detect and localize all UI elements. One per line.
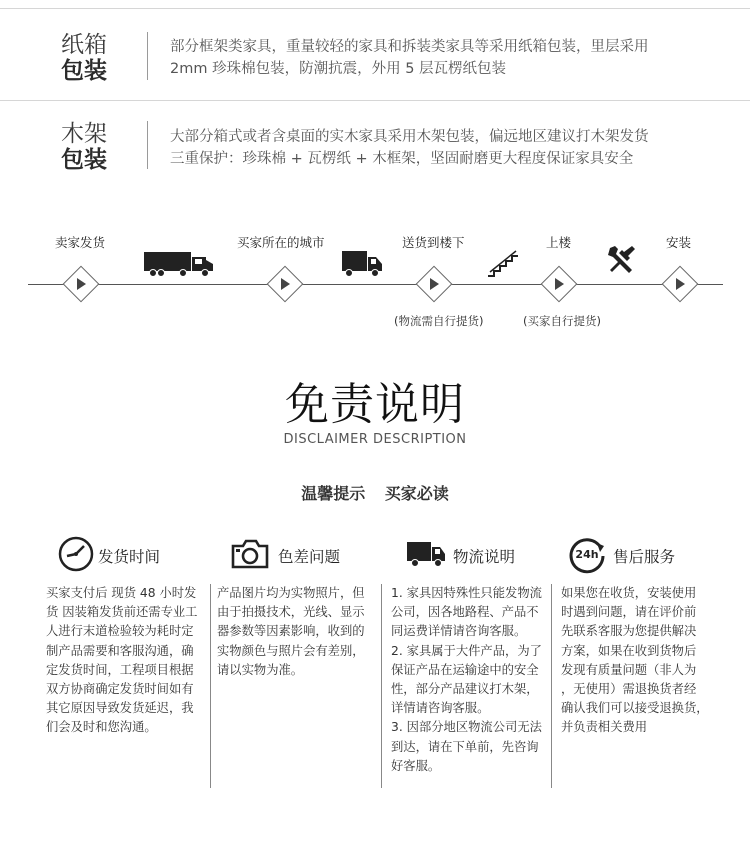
color-diff-title: 色差问题 [278, 548, 341, 566]
warm-tips: 温馨提示 买家必读 [301, 484, 449, 503]
step-label-buyer-city: 买家所在的城市 [237, 235, 325, 250]
list-item: 同运费详情请咨询客服。 [391, 624, 527, 639]
list-item: 产品图片均为实物照片，但 [217, 586, 365, 600]
note-buyer-pickup: (买家自行提货) [523, 314, 601, 328]
wood-desc-line1: 大部分箱式或者含桌面的实木家具采用木架包装，偏远地区建议打木架发货 [170, 129, 649, 145]
step-label-upstairs: 上楼 [546, 235, 572, 250]
delivery-truck-icon [341, 250, 383, 278]
wood-pack-desc [170, 126, 735, 170]
list-item: 1. 家具因特殊性只能发物流 [391, 586, 542, 600]
disclaimer-title: 免责说明 [285, 379, 465, 430]
list-item: 并负责相关费用 [561, 720, 648, 735]
timeline-line [28, 284, 723, 285]
column-divider [381, 584, 382, 788]
list-item: 确认我们可以接受退换货， [561, 701, 709, 716]
carton-desc-line2: 2mm 珍珠棉包装，防潮抗震，外用 5 层瓦楞纸包装 [170, 61, 507, 77]
play-diamond-icon [267, 266, 303, 302]
play-diamond-icon [541, 266, 577, 302]
list-item: 实物颜色与照片会有差别， [217, 643, 365, 658]
wood-pack-title [52, 121, 116, 173]
tools-icon [606, 244, 636, 274]
after-sales-header [567, 534, 717, 574]
list-item: 人进行末道检验较为耗时定 [46, 624, 194, 639]
list-item: 定发货时间，工程项目根据 [46, 662, 194, 677]
top-divider [0, 8, 750, 9]
list-item: ，无使用）需退换货者经 [561, 682, 697, 697]
list-item: 们会及时和您沟通。 [46, 720, 157, 735]
clock-icon [56, 534, 96, 574]
list-item: 请以实物为准。 [217, 662, 304, 677]
list-item: 2. 家具属于大件产品，为了 [391, 643, 542, 658]
mid-divider [0, 100, 750, 101]
shipping-time-text [46, 584, 206, 738]
color-diff-header [230, 534, 380, 574]
semi-truck-icon [143, 250, 215, 278]
wood-divider [147, 121, 148, 169]
step-label-seller-ship: 卖家发货 [55, 235, 106, 250]
list-item: 双方协商确定发货时间如有 [46, 682, 194, 697]
step-label-install: 安装 [666, 235, 692, 250]
carton-pack-title [52, 32, 116, 84]
note-logistics-pickup: (物流需自行提货) [394, 314, 484, 328]
list-item: 详情请咨询客服。 [391, 701, 490, 716]
disclaimer-subtitle: DISCLAIMER DESCRIPTION [283, 432, 467, 447]
carton-pack-desc [170, 36, 735, 80]
color-diff-text [217, 584, 377, 680]
list-item: 好客服。 [391, 758, 441, 773]
svg-text:24h: 24h [575, 548, 599, 561]
carton-divider [147, 32, 148, 80]
logistics-text [391, 584, 551, 776]
list-item: 到达，请在下单前，先咨询 [391, 739, 539, 754]
list-item: 其它原因导致发货延迟，我 [46, 701, 194, 716]
after-sales-title: 售后服务 [613, 548, 676, 566]
shipping-time-title: 发货时间 [98, 548, 161, 566]
after-sales-text [561, 584, 721, 738]
stairs-icon [487, 250, 519, 278]
wood-title-line1: 木架 [61, 121, 107, 147]
list-item: 方案，如果在收到货物后 [561, 643, 697, 658]
column-divider [210, 584, 211, 788]
list-item: 器参数等因素影响，收到的 [217, 624, 365, 639]
list-item: 3. 因部分地区物流公司无法 [391, 720, 542, 735]
logistics-title: 物流说明 [453, 548, 516, 566]
play-diamond-icon [416, 266, 452, 302]
shipping-time-header [56, 534, 206, 574]
list-item: 先联系客服为您提供解决 [561, 624, 697, 639]
play-diamond-icon [662, 266, 698, 302]
column-divider [551, 584, 552, 788]
list-item: 发现有质量问题（非人为 [561, 662, 697, 677]
logistics-header [403, 534, 553, 574]
play-diamond-icon [63, 266, 99, 302]
step-label-downstairs: 送货到楼下 [402, 235, 465, 250]
list-item: 保证产品在运输途中的安全 [391, 662, 539, 677]
truck-icon [403, 534, 449, 574]
wood-title-line2: 包装 [61, 147, 107, 173]
carton-desc-line1: 部分框架类家具，重量较轻的家具和拆装类家具等采用纸箱包装，里层采用 [170, 39, 649, 55]
wood-desc-line2: 三重保护：珍珠棉 + 瓦楞纸 + 木框架，坚固耐磨更大程度保证家具安全 [170, 151, 634, 167]
list-item: 制产品需要和客服沟通，确 [46, 643, 194, 658]
list-item: 时遇到问题，请在评价前 [561, 605, 697, 620]
list-item: 公司，因各地路程、产品不 [391, 605, 539, 620]
list-item: 如果您在收货，安装使用 [561, 586, 697, 600]
carton-title-line1: 纸箱 [61, 32, 107, 58]
carton-title-line2: 包装 [61, 58, 107, 84]
list-item: 买家支付后 现货 48 小时发 [46, 586, 197, 600]
camera-icon [230, 534, 270, 574]
list-item: 由于拍摄技术，光线、显示 [217, 605, 365, 620]
list-item: 货 因装箱发货前还需专业工 [46, 605, 198, 620]
24h-service-icon [567, 534, 607, 574]
list-item: 性，部分产品建议打木架， [391, 682, 539, 697]
